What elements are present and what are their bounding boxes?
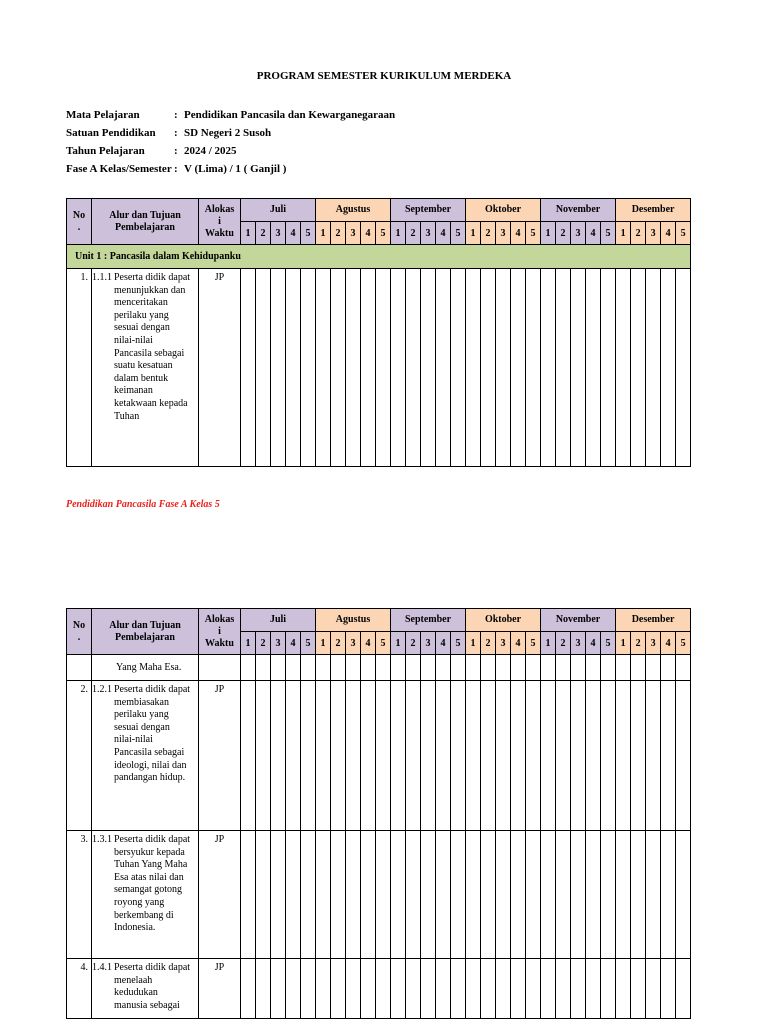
week-cell bbox=[361, 681, 376, 831]
week-cell bbox=[631, 831, 646, 959]
week-number: 5 bbox=[601, 222, 616, 245]
week-cell bbox=[481, 831, 496, 959]
week-cell bbox=[496, 681, 511, 831]
week-number: 5 bbox=[301, 222, 316, 245]
month-header: Juli bbox=[241, 199, 316, 222]
week-cell bbox=[271, 681, 286, 831]
week-cell bbox=[316, 681, 331, 831]
week-number: 2 bbox=[406, 222, 421, 245]
week-cell bbox=[616, 655, 631, 681]
week-number: 2 bbox=[331, 222, 346, 245]
week-number: 4 bbox=[286, 632, 301, 655]
week-cell bbox=[631, 655, 646, 681]
week-cell bbox=[391, 655, 406, 681]
week-cell bbox=[391, 959, 406, 1019]
week-number: 4 bbox=[586, 632, 601, 655]
week-number: 1 bbox=[466, 632, 481, 655]
week-number: 4 bbox=[436, 222, 451, 245]
week-cell bbox=[436, 681, 451, 831]
week-cell bbox=[571, 681, 586, 831]
week-cell bbox=[556, 655, 571, 681]
week-number: 5 bbox=[451, 632, 466, 655]
week-cell bbox=[286, 681, 301, 831]
week-cell bbox=[556, 831, 571, 959]
week-cell bbox=[496, 269, 511, 467]
week-cell bbox=[466, 831, 481, 959]
learning-objective bbox=[92, 269, 199, 467]
continuation-text: Yang Maha Esa. bbox=[92, 655, 199, 681]
alokasi-header: Alokas i Waktu bbox=[199, 609, 241, 655]
time-allocation: JP bbox=[199, 959, 241, 1019]
objective-text: Peserta didik dapat bersyukur kepada Tuhan Yang Maha Esa atas nilai dan semangat gotong royong yang berkembang di Indonesia. bbox=[114, 834, 191, 934]
week-cell bbox=[586, 959, 601, 1019]
time-allocation: JP bbox=[199, 681, 241, 831]
info-label: Mata Pelajaran bbox=[66, 109, 140, 121]
week-number: 1 bbox=[241, 632, 256, 655]
page-caption: Pendidikan Pancasila Fase A Kelas 5 bbox=[66, 499, 220, 510]
info-colon: : bbox=[174, 109, 178, 121]
week-cell bbox=[601, 655, 616, 681]
week-number: 5 bbox=[526, 632, 541, 655]
week-cell bbox=[676, 681, 691, 831]
learning-objective bbox=[92, 959, 199, 1019]
week-cell bbox=[466, 959, 481, 1019]
week-cell bbox=[376, 831, 391, 959]
week-cell bbox=[286, 831, 301, 959]
info-colon: : bbox=[174, 163, 178, 175]
week-cell bbox=[556, 959, 571, 1019]
week-cell bbox=[616, 959, 631, 1019]
week-cell bbox=[241, 269, 256, 467]
week-cell bbox=[331, 655, 346, 681]
week-cell bbox=[526, 681, 541, 831]
info-label: Satuan Pendidikan bbox=[66, 127, 156, 139]
week-cell bbox=[421, 269, 436, 467]
objective-code: 1.2.1 bbox=[92, 684, 112, 695]
week-cell bbox=[526, 831, 541, 959]
week-cell bbox=[646, 655, 661, 681]
month-header: September bbox=[391, 199, 466, 222]
week-cell bbox=[451, 269, 466, 467]
week-cell bbox=[436, 831, 451, 959]
row-number: 1. bbox=[67, 269, 92, 467]
week-cell bbox=[661, 655, 676, 681]
week-number: 4 bbox=[511, 632, 526, 655]
row-number: 3. bbox=[67, 831, 92, 959]
week-cell bbox=[451, 681, 466, 831]
week-cell bbox=[541, 959, 556, 1019]
week-cell bbox=[316, 655, 331, 681]
week-number: 4 bbox=[286, 222, 301, 245]
week-cell bbox=[661, 681, 676, 831]
week-cell bbox=[526, 269, 541, 467]
week-number: 2 bbox=[406, 632, 421, 655]
week-cell bbox=[256, 959, 271, 1019]
week-cell bbox=[526, 655, 541, 681]
week-number: 4 bbox=[661, 632, 676, 655]
info-value: Pendidikan Pancasila dan Kewarganegaraan bbox=[184, 109, 396, 121]
week-cell bbox=[271, 959, 286, 1019]
month-header: Oktober bbox=[466, 199, 541, 222]
week-number: 5 bbox=[451, 222, 466, 245]
info-value: 2024 / 2025 bbox=[184, 145, 237, 157]
week-cell bbox=[421, 959, 436, 1019]
week-cell bbox=[301, 831, 316, 959]
learning-objective bbox=[92, 831, 199, 959]
week-cell bbox=[661, 959, 676, 1019]
week-cell bbox=[661, 831, 676, 959]
no-header: No . bbox=[67, 199, 92, 245]
week-cell bbox=[646, 831, 661, 959]
week-cell bbox=[406, 269, 421, 467]
week-cell bbox=[361, 655, 376, 681]
week-cell bbox=[601, 831, 616, 959]
week-cell bbox=[301, 655, 316, 681]
week-cell bbox=[571, 269, 586, 467]
month-header: September bbox=[391, 609, 466, 632]
week-cell bbox=[346, 269, 361, 467]
week-cell bbox=[451, 959, 466, 1019]
week-number: 3 bbox=[571, 222, 586, 245]
month-header: Juli bbox=[241, 609, 316, 632]
week-cell bbox=[256, 269, 271, 467]
week-cell bbox=[601, 959, 616, 1019]
table-row bbox=[67, 959, 691, 1019]
info-value: V (Lima) / 1 ( Ganjil ) bbox=[184, 163, 287, 175]
week-cell bbox=[286, 959, 301, 1019]
week-number: 5 bbox=[376, 222, 391, 245]
learning-objective bbox=[92, 681, 199, 831]
week-cell bbox=[301, 959, 316, 1019]
unit-row bbox=[67, 245, 691, 269]
week-cell bbox=[541, 655, 556, 681]
objective-code: 1.1.1 bbox=[92, 272, 112, 283]
row-number: 4. bbox=[67, 959, 92, 1019]
alur-header: Alur dan Tujuan Pembelajaran bbox=[92, 609, 199, 655]
schedule-table-page-2 bbox=[66, 608, 691, 1019]
week-cell bbox=[601, 681, 616, 831]
week-cell bbox=[496, 655, 511, 681]
week-cell bbox=[451, 655, 466, 681]
week-cell bbox=[676, 269, 691, 467]
week-number: 4 bbox=[361, 632, 376, 655]
week-cell bbox=[391, 681, 406, 831]
week-cell bbox=[241, 681, 256, 831]
info-row bbox=[66, 106, 395, 124]
week-cell bbox=[571, 655, 586, 681]
week-number: 1 bbox=[616, 632, 631, 655]
week-cell bbox=[346, 959, 361, 1019]
week-cell bbox=[481, 681, 496, 831]
week-cell bbox=[271, 655, 286, 681]
week-cell bbox=[406, 831, 421, 959]
week-cell bbox=[361, 269, 376, 467]
week-cell bbox=[631, 269, 646, 467]
week-number: 1 bbox=[616, 222, 631, 245]
week-cell bbox=[451, 831, 466, 959]
continuation-row bbox=[67, 655, 691, 681]
week-cell bbox=[361, 959, 376, 1019]
week-number: 1 bbox=[391, 222, 406, 245]
week-cell bbox=[241, 831, 256, 959]
week-number: 3 bbox=[346, 222, 361, 245]
week-cell bbox=[511, 959, 526, 1019]
week-cell bbox=[616, 681, 631, 831]
week-number: 4 bbox=[511, 222, 526, 245]
week-cell bbox=[631, 959, 646, 1019]
week-number: 1 bbox=[241, 222, 256, 245]
time-allocation: JP bbox=[199, 269, 241, 467]
table-row bbox=[67, 269, 691, 467]
week-number: 5 bbox=[601, 632, 616, 655]
week-cell bbox=[511, 655, 526, 681]
alur-header: Alur dan Tujuan Pembelajaran bbox=[92, 199, 199, 245]
info-label: Tahun Pelajaran bbox=[66, 145, 145, 157]
week-cell bbox=[511, 831, 526, 959]
week-cell bbox=[331, 269, 346, 467]
week-cell bbox=[481, 959, 496, 1019]
week-number: 5 bbox=[676, 222, 691, 245]
week-cell bbox=[376, 269, 391, 467]
week-cell bbox=[526, 959, 541, 1019]
week-cell bbox=[301, 269, 316, 467]
week-cell bbox=[271, 831, 286, 959]
week-cell bbox=[571, 959, 586, 1019]
table-row bbox=[67, 831, 691, 959]
week-number: 3 bbox=[421, 222, 436, 245]
week-cell bbox=[346, 681, 361, 831]
week-cell bbox=[676, 959, 691, 1019]
info-label: Fase A Kelas/Semester bbox=[66, 163, 172, 175]
week-cell bbox=[541, 681, 556, 831]
info-row bbox=[66, 142, 395, 160]
week-cell bbox=[331, 831, 346, 959]
week-number: 1 bbox=[466, 222, 481, 245]
week-number: 3 bbox=[496, 222, 511, 245]
objective-text: Peserta didik dapat menelaah kedudukan manusia sebagai bbox=[114, 962, 191, 1011]
week-cell bbox=[406, 655, 421, 681]
week-number: 1 bbox=[316, 632, 331, 655]
week-cell bbox=[376, 959, 391, 1019]
week-cell bbox=[421, 681, 436, 831]
objective-text: Peserta didik dapat membiasakan perilaku yang sesuai dengan nilai-nilai Pancasila sebagai ideologi, nilai dan pandangan hidup. bbox=[114, 684, 191, 784]
info-row bbox=[66, 160, 395, 178]
week-cell bbox=[466, 681, 481, 831]
week-cell bbox=[496, 831, 511, 959]
week-number: 2 bbox=[256, 222, 271, 245]
week-cell bbox=[511, 269, 526, 467]
week-cell bbox=[496, 959, 511, 1019]
week-number: 3 bbox=[646, 632, 661, 655]
info-colon: : bbox=[174, 145, 178, 157]
schedule-table-page-1 bbox=[66, 198, 691, 467]
week-cell bbox=[646, 681, 661, 831]
month-header: Oktober bbox=[466, 609, 541, 632]
week-number: 3 bbox=[421, 632, 436, 655]
week-cell bbox=[481, 655, 496, 681]
info-colon: : bbox=[174, 127, 178, 139]
week-cell bbox=[556, 681, 571, 831]
week-cell bbox=[406, 959, 421, 1019]
week-number: 4 bbox=[661, 222, 676, 245]
week-cell bbox=[421, 831, 436, 959]
week-cell bbox=[466, 269, 481, 467]
month-header: Desember bbox=[616, 199, 691, 222]
week-number: 1 bbox=[541, 222, 556, 245]
document-info bbox=[66, 106, 395, 178]
week-number: 2 bbox=[556, 222, 571, 245]
week-number: 2 bbox=[556, 632, 571, 655]
alokasi-header: Alokas i Waktu bbox=[199, 199, 241, 245]
week-cell bbox=[436, 269, 451, 467]
week-number: 2 bbox=[331, 632, 346, 655]
week-cell bbox=[256, 681, 271, 831]
week-cell bbox=[586, 269, 601, 467]
week-cell bbox=[676, 831, 691, 959]
week-cell bbox=[586, 831, 601, 959]
week-cell bbox=[256, 655, 271, 681]
info-value: SD Negeri 2 Susoh bbox=[184, 127, 272, 139]
week-cell bbox=[286, 655, 301, 681]
week-cell bbox=[271, 269, 286, 467]
document-title: PROGRAM SEMESTER KURIKULUM MERDEKA bbox=[256, 70, 512, 82]
row-number bbox=[67, 655, 92, 681]
month-header: Desember bbox=[616, 609, 691, 632]
week-number: 4 bbox=[586, 222, 601, 245]
week-cell bbox=[316, 831, 331, 959]
week-cell bbox=[346, 831, 361, 959]
week-cell bbox=[436, 959, 451, 1019]
time-allocation: JP bbox=[199, 831, 241, 959]
week-cell bbox=[406, 681, 421, 831]
week-number: 3 bbox=[571, 632, 586, 655]
week-number: 3 bbox=[346, 632, 361, 655]
week-cell bbox=[511, 681, 526, 831]
week-cell bbox=[481, 269, 496, 467]
week-cell bbox=[586, 681, 601, 831]
week-number: 2 bbox=[631, 222, 646, 245]
week-cell bbox=[616, 831, 631, 959]
week-number: 3 bbox=[271, 222, 286, 245]
week-number: 2 bbox=[481, 222, 496, 245]
week-cell bbox=[541, 269, 556, 467]
week-number: 2 bbox=[481, 632, 496, 655]
time-allocation bbox=[199, 655, 241, 681]
week-number: 2 bbox=[256, 632, 271, 655]
week-cell bbox=[331, 681, 346, 831]
week-number: 1 bbox=[391, 632, 406, 655]
objective-code: 1.4.1 bbox=[92, 962, 112, 973]
week-cell bbox=[331, 959, 346, 1019]
week-cell bbox=[646, 959, 661, 1019]
week-cell bbox=[346, 655, 361, 681]
week-number: 4 bbox=[436, 632, 451, 655]
week-number: 1 bbox=[541, 632, 556, 655]
week-cell bbox=[256, 831, 271, 959]
month-header: Agustus bbox=[316, 609, 391, 632]
week-number: 3 bbox=[646, 222, 661, 245]
week-number: 4 bbox=[361, 222, 376, 245]
week-cell bbox=[391, 269, 406, 467]
week-number: 5 bbox=[526, 222, 541, 245]
week-number: 3 bbox=[271, 632, 286, 655]
week-cell bbox=[241, 655, 256, 681]
month-header: November bbox=[541, 199, 616, 222]
week-number: 3 bbox=[496, 632, 511, 655]
objective-text: Peserta didik dapat menunjukkan dan menceritakan perilaku yang sesuai dengan nilai-nilai Pancasila sebagai suatu kesatuan dalam bentuk keimanan ketakwaan kepada Tuhan bbox=[114, 272, 191, 422]
week-cell bbox=[376, 681, 391, 831]
table-row bbox=[67, 681, 691, 831]
objective-code: 1.3.1 bbox=[92, 834, 112, 845]
week-cell bbox=[661, 269, 676, 467]
week-number: 1 bbox=[316, 222, 331, 245]
row-number: 2. bbox=[67, 681, 92, 831]
info-row bbox=[66, 124, 395, 142]
week-cell bbox=[361, 831, 376, 959]
week-number: 2 bbox=[631, 632, 646, 655]
month-header-row bbox=[67, 199, 691, 222]
unit-title: Unit 1 : Pancasila dalam Kehidupanku bbox=[67, 245, 691, 269]
week-number: 5 bbox=[301, 632, 316, 655]
week-cell bbox=[556, 269, 571, 467]
week-cell bbox=[571, 831, 586, 959]
week-cell bbox=[391, 831, 406, 959]
no-header: No . bbox=[67, 609, 92, 655]
week-number: 5 bbox=[376, 632, 391, 655]
week-cell bbox=[376, 655, 391, 681]
week-cell bbox=[241, 959, 256, 1019]
week-cell bbox=[286, 269, 301, 467]
week-cell bbox=[541, 831, 556, 959]
week-cell bbox=[631, 681, 646, 831]
week-cell bbox=[436, 655, 451, 681]
week-number: 5 bbox=[676, 632, 691, 655]
week-cell bbox=[586, 655, 601, 681]
month-header-row bbox=[67, 609, 691, 632]
month-header: Agustus bbox=[316, 199, 391, 222]
week-cell bbox=[646, 269, 661, 467]
week-cell bbox=[616, 269, 631, 467]
week-cell bbox=[601, 269, 616, 467]
week-cell bbox=[421, 655, 436, 681]
week-cell bbox=[316, 959, 331, 1019]
week-cell bbox=[676, 655, 691, 681]
week-cell bbox=[301, 681, 316, 831]
week-cell bbox=[466, 655, 481, 681]
month-header: November bbox=[541, 609, 616, 632]
week-cell bbox=[316, 269, 331, 467]
